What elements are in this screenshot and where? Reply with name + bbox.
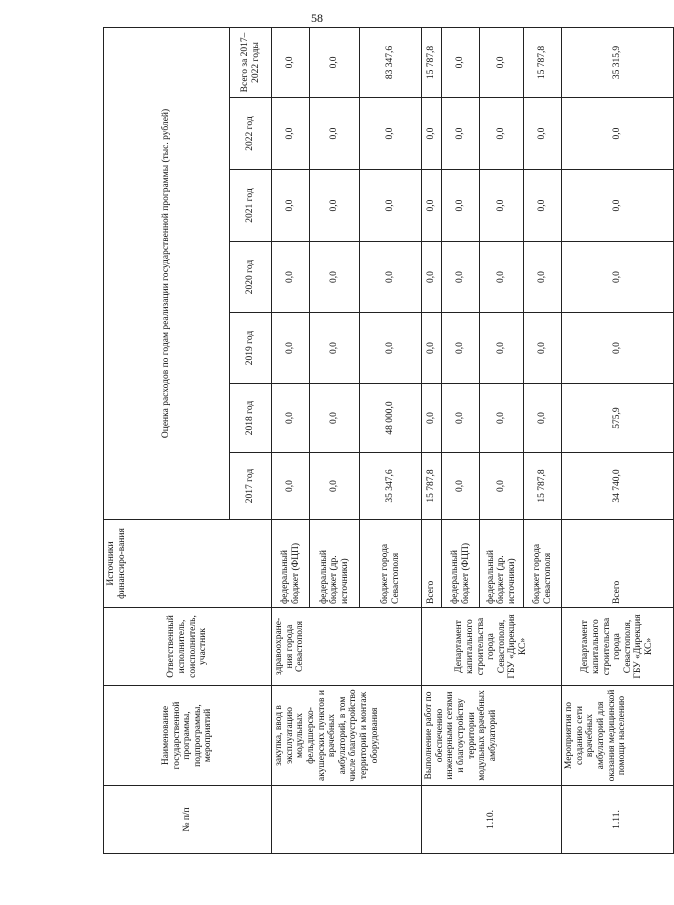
value-cell: 0,0 (524, 384, 562, 453)
row-source: Всего (562, 520, 674, 608)
value-cell: 0,0 (524, 170, 562, 242)
value-cell: 0,0 (422, 313, 442, 384)
value-cell: 0,0 (422, 170, 442, 242)
value-cell: 0,0 (310, 98, 360, 170)
header-source: Источники финансиро-вания (104, 520, 272, 608)
value-cell: 0,0 (422, 384, 442, 453)
value-cell: 0,0 (442, 453, 480, 520)
value-cell: 0,0 (310, 384, 360, 453)
row-name: закупка, ввод в эксплуатацию модульных фельдшерско-акушерских пунктов и врачебных амбулаторий, в том числе благоустройство территорий и монтаж оборудования (272, 686, 422, 786)
value-cell: 0,0 (422, 242, 442, 313)
page-number: 58 (311, 11, 323, 25)
value-cell: 0,0 (442, 98, 480, 170)
header-year: 2018 год (230, 384, 272, 453)
value-cell: 0,0 (360, 313, 422, 384)
value-cell: 48 000,0 (360, 384, 422, 453)
value-cell: 0,0 (524, 242, 562, 313)
value-cell: 0,0 (480, 27, 524, 97)
value-cell: 575,9 (562, 384, 674, 453)
value-cell: 0,0 (442, 242, 480, 313)
value-cell: 15 787,8 (422, 27, 442, 97)
header-year: 2020 год (230, 242, 272, 313)
value-cell: 0,0 (480, 242, 524, 313)
row-num (272, 786, 422, 854)
row-source: бюджет города Севастополя (524, 520, 562, 608)
table-row (272, 27, 310, 853)
value-cell: 0,0 (442, 313, 480, 384)
value-cell: 0,0 (272, 453, 310, 520)
header-num: № п/п (104, 786, 272, 854)
row-source: федеральный бюджет (ФЦП) (272, 520, 310, 608)
value-cell: 35 315,9 (562, 27, 674, 97)
value-cell: 0,0 (442, 27, 480, 97)
value-cell: 0,0 (310, 313, 360, 384)
value-cell: 0,0 (360, 170, 422, 242)
value-cell: 0,0 (360, 242, 422, 313)
row-executor: Департамент капитального строительства города Севастополя, ГБУ «Дирекция КС» (562, 608, 674, 686)
row-source: федеральный бюджет (ФЦП) (442, 520, 480, 608)
row-source: федеральный бюджет (др. источники) (480, 520, 524, 608)
value-cell: 0,0 (442, 384, 480, 453)
value-cell: 0,0 (480, 98, 524, 170)
table-row (422, 27, 442, 853)
row-num: 1.10. (422, 786, 562, 854)
value-cell: 0,0 (272, 27, 310, 97)
value-cell: 0,0 (524, 313, 562, 384)
value-cell: 0,0 (272, 313, 310, 384)
value-cell: 0,0 (310, 453, 360, 520)
value-cell: 0,0 (480, 384, 524, 453)
header-executor: Ответственный исполнитель, соисполнитель, участник (104, 608, 272, 686)
value-cell: 83 347,6 (360, 27, 422, 97)
header-year: 2022 год (230, 98, 272, 170)
rotated-table-frame (103, 28, 655, 854)
value-cell: 0,0 (272, 170, 310, 242)
budget-table (103, 27, 674, 854)
value-cell: 0,0 (310, 170, 360, 242)
table-row (562, 27, 674, 853)
value-cell: 35 347,6 (360, 453, 422, 520)
value-cell: 0,0 (562, 170, 674, 242)
row-executor: здравоохране-ния города Севастополя (272, 608, 422, 686)
value-cell: 0,0 (422, 98, 442, 170)
value-cell: 0,0 (310, 27, 360, 97)
header-estimate: Оценка расходов по годам реализации государственной программы (тыс. рублей) (104, 27, 230, 519)
value-cell: 0,0 (480, 453, 524, 520)
value-cell: 0,0 (272, 384, 310, 453)
row-source: бюджет города Севастополя (360, 520, 422, 608)
row-source: Всего (422, 520, 442, 608)
value-cell: 0,0 (272, 98, 310, 170)
header-total: Всего за 2017–2022 годы (230, 27, 272, 97)
value-cell: 0,0 (524, 98, 562, 170)
header-year: 2017 год (230, 453, 272, 520)
value-cell: 15 787,8 (524, 453, 562, 520)
header-year: 2019 год (230, 313, 272, 384)
header-year: 2021 год (230, 170, 272, 242)
value-cell: 15 787,8 (524, 27, 562, 97)
value-cell: 15 787,8 (422, 453, 442, 520)
value-cell: 0,0 (480, 170, 524, 242)
value-cell: 0,0 (562, 313, 674, 384)
rotated-table-container (103, 28, 655, 854)
header-name: Наименование государственной программы, подпрограммы, мероприятий (104, 686, 272, 786)
value-cell: 0,0 (562, 242, 674, 313)
row-num: 1.11. (562, 786, 674, 854)
value-cell: 0,0 (480, 313, 524, 384)
value-cell: 0,0 (442, 170, 480, 242)
value-cell: 0,0 (562, 98, 674, 170)
value-cell: 0,0 (360, 98, 422, 170)
row-name: Выполнение работ по обеспечению инженерными сетями и благоустройству территории модульных врачебных амбулаторий (422, 686, 562, 786)
value-cell: 0,0 (310, 242, 360, 313)
row-name: Мероприятия по созданию сети врачебных амбулаторий для оказания медицинской помощи населению (562, 686, 674, 786)
row-source: федеральный бюджет (др. источники) (310, 520, 360, 608)
value-cell: 34 740,0 (562, 453, 674, 520)
value-cell: 0,0 (272, 242, 310, 313)
row-executor: Департамент капитального строительства города Севастополя, ГБУ «Дирекция КС» (422, 608, 562, 686)
